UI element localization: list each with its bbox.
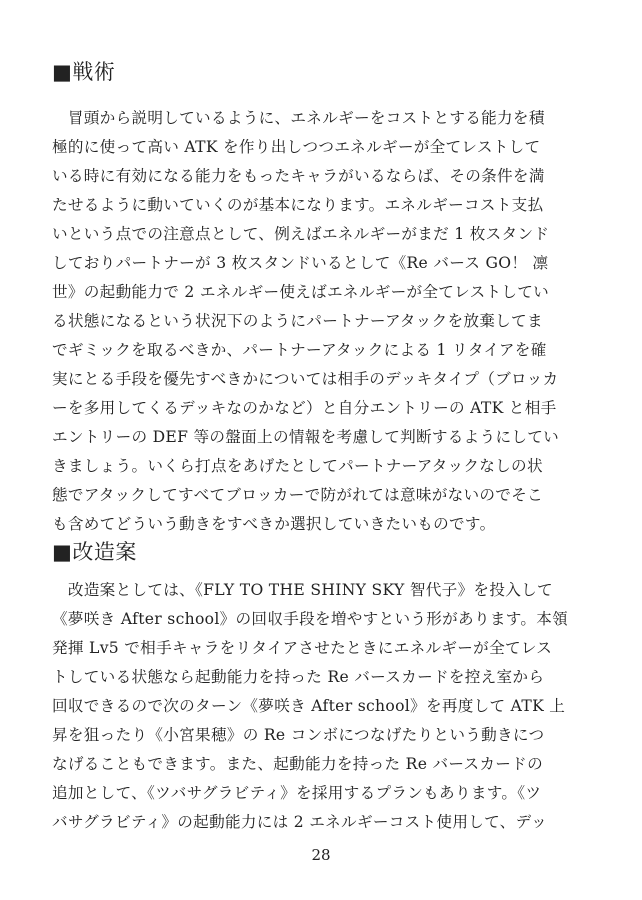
section-heading-modification: ■改造案: [52, 540, 137, 564]
paragraph-line: 追加として、《ツバサグラビティ》を採用するプランもあります。《ツ: [52, 784, 542, 802]
paragraph-line: ーを多用してくるデッキなのかなど）と自分エントリーの ATK と相手: [52, 399, 557, 417]
paragraph-line: 回収できるので次のターン《夢咲き After school》を再度して ATK 上: [52, 697, 566, 715]
section-heading-tactics: ■戦術: [52, 60, 116, 84]
paragraph-line: バサグラビティ》の起動能力には 2 エネルギーコスト使用して、デッ: [52, 813, 548, 831]
paragraph-line: 《夢咲き After school》の回収手段を増やすという形があります。本領: [52, 610, 569, 628]
paragraph-line: 冒頭から説明しているように、エネルギーをコストとする能力を積: [52, 109, 545, 127]
page-number: 28: [311, 846, 331, 864]
paragraph-line: 昇を狙ったり《小宮果穂》の Re コンボにつなげたりという動きにつ: [52, 726, 545, 744]
paragraph-line: 世》の起動能力で 2 エネルギー使えばエネルギーが全てレストしてい: [52, 283, 550, 301]
paragraph-line: エントリーの DEF 等の盤面上の情報を考慮して判断するようにしてい: [52, 428, 560, 446]
paragraph-line: いという点での注意点として、例えばエネルギーがまだ 1 枚スタンド: [52, 225, 550, 243]
paragraph-line: 極的に使って高い ATK を作り出しつつエネルギーが全てレストして: [52, 138, 541, 156]
paragraph-line: いる時に有効になる能力をもったキャラがいるならば、その条件を満: [52, 167, 545, 185]
paragraph-line: たせるように動いていくのが基本になります。エネルギーコスト支払: [52, 196, 544, 214]
paragraph-line: る状態になるという状況下のようにパートナーアタックを放棄してま: [52, 312, 543, 330]
paragraph-line: 改造案としては、《FLY TO THE SHINY SKY 智代子》を投入して: [52, 581, 553, 599]
paragraph-line: トしている状態なら起動能力を持った Re バースカードを控え室から: [52, 668, 545, 686]
paragraph-line: も含めてどういう動きをすべきか選択していきたいものです。: [52, 515, 496, 533]
paragraph-line: でギミックを取るべきか、パートナーアタックによる 1 リタイアを確: [52, 341, 547, 359]
paragraph-line: なげることもできます。また、起動能力を持った Re バースカードの: [52, 755, 543, 773]
paragraph-line: 実にとる手段を優先すべきかについては相手のデッキタイプ（ブロッカ: [52, 370, 559, 388]
paragraph-line: 発揮 Lv5 で相手キャラをリタイアさせたときにエネルギーが全てレス: [52, 639, 553, 657]
paragraph-line: 態でアタックしてすべてブロッカーで防がれては意味がないのでそこ: [52, 486, 543, 504]
paragraph-line: しておりパートナーが 3 枚スタンドいるとして《Re バース GO！ 凛: [52, 254, 549, 272]
paragraph-line: きましょう。いくら打点をあげたとしてパートナーアタックなしの状: [52, 457, 543, 475]
